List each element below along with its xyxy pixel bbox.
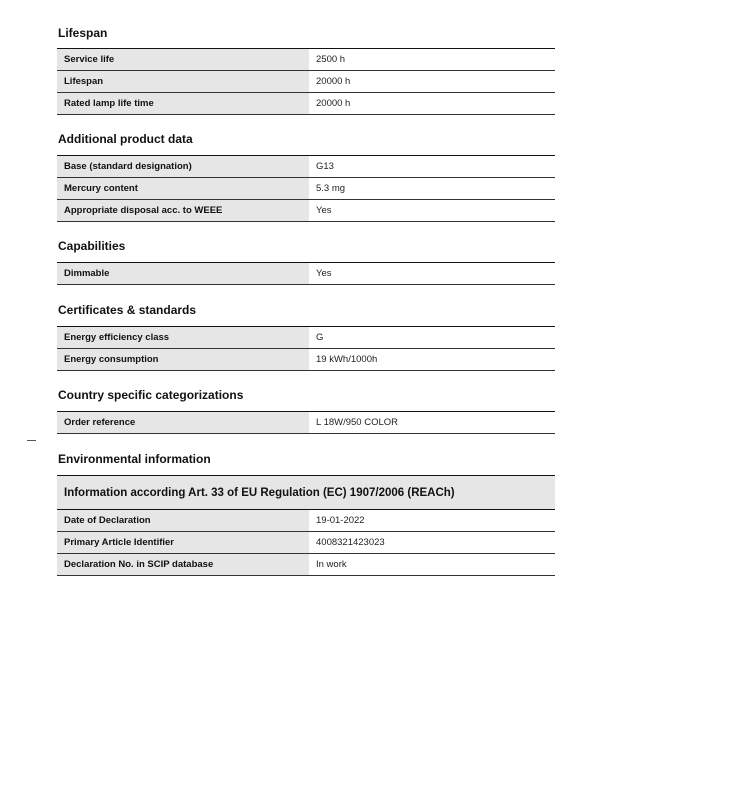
row-value: G bbox=[316, 332, 324, 343]
row-value: 4008321423023 bbox=[316, 537, 385, 548]
table-row bbox=[57, 177, 555, 199]
row-label: Service life bbox=[57, 49, 309, 70]
row-label: Rated lamp life time bbox=[57, 93, 309, 114]
section-title-country-specific: Country specific categorizations bbox=[58, 388, 244, 402]
table-additional-product-data bbox=[57, 155, 555, 222]
row-label: Dimmable bbox=[57, 263, 309, 284]
row-value: Yes bbox=[316, 268, 332, 279]
reach-header: Information according Art. 33 of EU Regulation (EC) 1907/2006 (REACh) bbox=[57, 475, 555, 510]
row-label: Primary Article Identifier bbox=[57, 532, 309, 553]
row-label: Lifespan bbox=[57, 71, 309, 92]
row-label: Date of Declaration bbox=[57, 510, 309, 531]
row-label: Mercury content bbox=[57, 178, 309, 199]
table-row bbox=[57, 326, 555, 348]
table-certificates-standards bbox=[57, 326, 555, 371]
row-value: L 18W/950 COLOR bbox=[316, 417, 399, 428]
row-label: Declaration No. in SCIP database bbox=[57, 554, 309, 575]
table-lifespan bbox=[57, 48, 555, 115]
row-label: Energy consumption bbox=[57, 349, 309, 370]
row-label: Energy efficiency class bbox=[57, 327, 309, 348]
row-value: In work bbox=[316, 559, 347, 570]
row-value: 20000 h bbox=[316, 76, 351, 87]
section-title-additional-product-data: Additional product data bbox=[58, 132, 193, 146]
row-value: G13 bbox=[316, 161, 334, 172]
row-value: Yes bbox=[316, 205, 332, 216]
margin-mark bbox=[27, 440, 36, 441]
table-row bbox=[57, 155, 555, 177]
row-value: 20000 h bbox=[316, 98, 351, 109]
table-row bbox=[57, 553, 555, 576]
row-label: Order reference bbox=[57, 412, 309, 433]
row-value: 5.3 mg bbox=[316, 183, 346, 194]
section-title-environmental-information: Environmental information bbox=[58, 452, 211, 466]
row-value: 2500 h bbox=[316, 54, 346, 65]
section-title-lifespan: Lifespan bbox=[58, 26, 108, 40]
table-row bbox=[57, 262, 555, 285]
table-environmental-information bbox=[57, 475, 555, 576]
table-row bbox=[57, 70, 555, 92]
table-row bbox=[57, 48, 555, 70]
table-row bbox=[57, 411, 555, 434]
section-title-certificates-standards: Certificates & standards bbox=[58, 303, 197, 317]
table-capabilities bbox=[57, 262, 555, 285]
row-label: Appropriate disposal acc. to WEEE bbox=[57, 200, 309, 221]
table-row bbox=[57, 510, 555, 531]
table-row bbox=[57, 199, 555, 222]
section-title-capabilities: Capabilities bbox=[58, 239, 126, 253]
table-country-specific bbox=[57, 411, 555, 434]
row-value: 19-01-2022 bbox=[316, 515, 365, 526]
row-label: Base (standard designation) bbox=[57, 156, 309, 177]
table-row bbox=[57, 92, 555, 115]
table-row bbox=[57, 531, 555, 553]
table-row bbox=[57, 348, 555, 371]
row-value: 19 kWh/1000h bbox=[316, 354, 378, 365]
